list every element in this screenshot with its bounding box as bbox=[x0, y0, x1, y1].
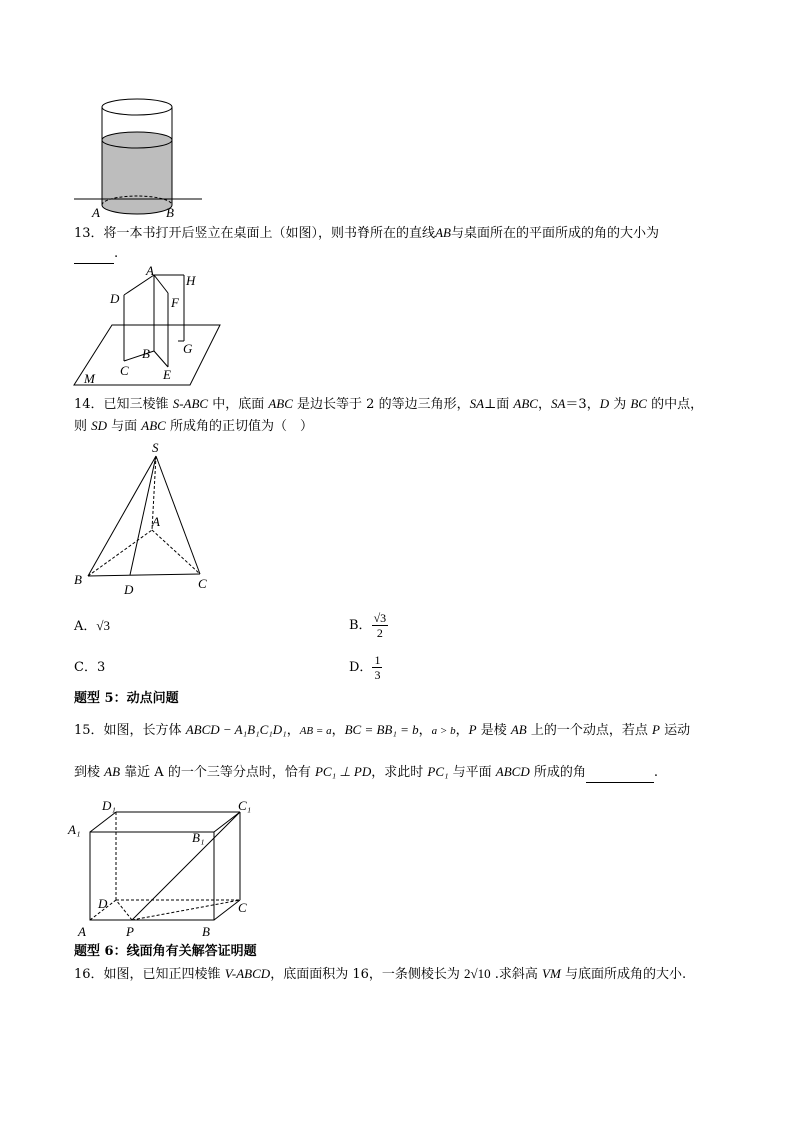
option-b[interactable] bbox=[349, 606, 388, 646]
q15-seg: 是棱 bbox=[476, 723, 511, 738]
label-d1: D₁ bbox=[102, 798, 116, 813]
q14-var: ABC bbox=[268, 396, 293, 411]
q15-var: a > b bbox=[431, 725, 456, 737]
question-number: 14． bbox=[74, 397, 104, 412]
q13-var: AB bbox=[435, 225, 451, 240]
label-p: P bbox=[126, 924, 134, 938]
q15-seg: ， bbox=[286, 723, 300, 738]
label-c: C bbox=[238, 900, 247, 915]
label-c: C bbox=[198, 576, 207, 591]
q15-var: PC₁ ⊥ PD bbox=[314, 764, 372, 779]
q14-var: S-ABC bbox=[172, 396, 209, 411]
fraction-denominator: 2 bbox=[376, 626, 383, 640]
option-label: C． bbox=[74, 660, 97, 675]
question-16 bbox=[74, 964, 686, 985]
label-m: M bbox=[84, 371, 95, 386]
q14-var: SA bbox=[550, 396, 566, 411]
answer-blank bbox=[586, 766, 654, 783]
section-title-6: 题型 6：线面角有关解答证明题 bbox=[74, 944, 257, 959]
q14-seg: 所成角的正切值为（ ） bbox=[165, 419, 313, 434]
option-a[interactable] bbox=[74, 616, 110, 637]
answer-blank bbox=[74, 247, 114, 264]
cylinder-figure bbox=[68, 95, 208, 225]
q14-var: ABC bbox=[513, 396, 538, 411]
q15-seg: ， bbox=[455, 723, 469, 738]
label-b: B bbox=[202, 924, 210, 938]
question-15-line1 bbox=[74, 720, 690, 741]
fraction-numerator: √3 bbox=[373, 611, 387, 625]
q16-seg: ，底面面积为 16，一条侧棱长为 bbox=[270, 967, 464, 982]
q14-var: SD bbox=[91, 418, 108, 433]
label-f: F bbox=[171, 295, 179, 310]
option-c[interactable] bbox=[74, 658, 105, 678]
q14-var: ABC bbox=[141, 418, 166, 433]
q13-end: . bbox=[114, 246, 119, 261]
label-s: S bbox=[152, 440, 159, 455]
label-b: B bbox=[74, 572, 82, 587]
q16-seg: 如图，已知正四棱锥 bbox=[103, 967, 225, 982]
option-value bbox=[372, 653, 382, 682]
question-14-line1 bbox=[74, 394, 703, 415]
q15-seg: 上的一个动点，若点 bbox=[526, 723, 652, 738]
option-d[interactable] bbox=[349, 648, 382, 688]
label-d: D bbox=[124, 582, 134, 597]
option-label: B． bbox=[349, 618, 372, 633]
question-number: 16． bbox=[74, 967, 104, 982]
q14-seg: ， bbox=[537, 397, 551, 412]
fraction-denominator: 3 bbox=[374, 668, 381, 682]
book-figure bbox=[70, 263, 230, 393]
q15-var: AB bbox=[104, 764, 121, 779]
option-value: √3 bbox=[96, 618, 111, 633]
q14-seg: ＝3， bbox=[565, 397, 600, 412]
pyramid-figure bbox=[68, 438, 218, 598]
q15-var: AB = a bbox=[299, 725, 332, 737]
question-14-line2 bbox=[74, 416, 313, 437]
q15-seg: ，求此时 bbox=[371, 765, 428, 780]
label-a: A bbox=[92, 205, 100, 220]
q15-var: ABCD bbox=[495, 764, 530, 779]
q14-seg: 已知三棱锥 bbox=[103, 397, 173, 412]
option-label: A． bbox=[74, 619, 97, 634]
question-number: 13． bbox=[74, 226, 104, 241]
box-figure bbox=[66, 798, 266, 938]
q15-seg: ， bbox=[418, 723, 432, 738]
label-h: H bbox=[186, 273, 196, 288]
q16-seg: .求斜高 bbox=[490, 967, 543, 982]
q14-seg: 是边长等于 2 的等边三角形， bbox=[292, 397, 470, 412]
option-value: 3 bbox=[96, 660, 106, 675]
q14-var: D bbox=[599, 396, 610, 411]
q14-seg: 为 bbox=[609, 397, 631, 412]
section-title-5: 题型 5：动点问题 bbox=[74, 691, 179, 706]
q15-var: BC = BB₁ = b bbox=[344, 722, 419, 737]
option-value bbox=[372, 611, 389, 640]
q16-seg: 与底面所成角的大小. bbox=[560, 967, 687, 982]
question-13-blank bbox=[74, 244, 118, 264]
q16-var: V-ABCD bbox=[224, 966, 271, 981]
label-d: D bbox=[98, 896, 108, 911]
q15-seg: 靠近 A 的一个三等分点时，恰有 bbox=[120, 765, 315, 780]
label-a1: A₁ bbox=[68, 822, 81, 837]
q16-var: VM bbox=[542, 966, 561, 981]
label-b: B bbox=[166, 205, 174, 220]
q15-seg: 到棱 bbox=[74, 765, 105, 780]
question-13 bbox=[74, 223, 659, 244]
q15-seg: ， bbox=[331, 723, 345, 738]
label-b1: B₁ bbox=[192, 830, 205, 845]
q14-var: SA bbox=[469, 396, 485, 411]
question-number: 15． bbox=[74, 723, 104, 738]
label-a: A bbox=[152, 514, 160, 529]
q15-seg: 如图，长方体 bbox=[103, 723, 186, 738]
q14-seg: ⊥面 bbox=[484, 397, 514, 412]
q13-text-b: 与桌面所在的平面所成的角的大小为 bbox=[450, 226, 659, 241]
label-c1: C₁ bbox=[238, 798, 252, 813]
label-a: A bbox=[146, 263, 154, 278]
q14-var: BC bbox=[630, 396, 647, 411]
q14-seg: 中，底面 bbox=[208, 397, 269, 412]
label-d: D bbox=[110, 291, 120, 306]
q14-seg: 与面 bbox=[107, 419, 142, 434]
q14-seg: 的中点， bbox=[646, 397, 704, 412]
fraction-numerator: 1 bbox=[374, 653, 381, 667]
q15-seg: 所成的角 bbox=[529, 765, 586, 780]
q15-var: ABCD − A₁B₁C₁D₁ bbox=[185, 722, 287, 737]
q15-end: . bbox=[653, 765, 659, 780]
q15-var: AB bbox=[510, 722, 527, 737]
label-a: A bbox=[78, 924, 86, 938]
q15-seg: 与平面 bbox=[448, 765, 496, 780]
label-c: C bbox=[120, 363, 129, 378]
q16-value: 2√10 bbox=[464, 966, 491, 981]
label-b: B bbox=[142, 346, 150, 361]
q15-var: PC₁ bbox=[427, 764, 449, 779]
q15-var: P bbox=[468, 722, 477, 737]
q13-text-a: 将一本书打开后竖立在桌面上（如图），则书脊所在的直线 bbox=[103, 226, 436, 241]
label-e: E bbox=[163, 367, 171, 382]
q15-var: P bbox=[652, 722, 660, 737]
label-g: G bbox=[183, 341, 193, 356]
option-label: D． bbox=[349, 660, 373, 675]
q14-seg: 则 bbox=[74, 419, 92, 434]
q15-seg: 运动 bbox=[659, 723, 691, 738]
question-15-line2 bbox=[74, 762, 658, 783]
